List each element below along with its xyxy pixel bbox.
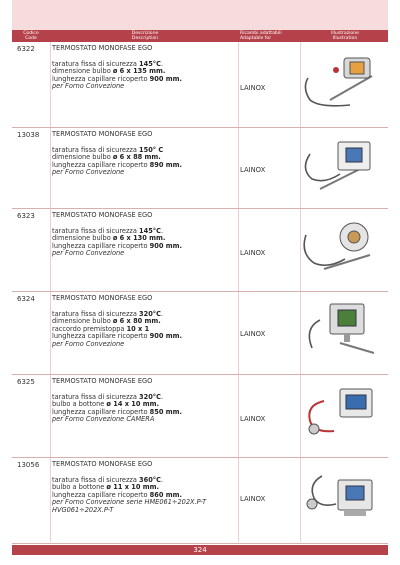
adaptable-brand: LAINOX [240,84,266,92]
header-code [12,31,50,41]
thermostat-illustration [300,381,382,441]
top-band [12,0,388,30]
product-title: TERMOSTATO MONOFASE EGO [52,377,153,385]
table-row [12,458,388,544]
thermostat-illustration [300,48,382,108]
product-code: 6324 [17,295,35,303]
header-illustration [302,31,388,41]
product-description [52,212,242,258]
spec-line: taratura fissa di sicurezza 360°C. [52,475,164,484]
spec-line: lunghezza capillare ricoperto 900 mm. [52,332,182,341]
thermostat-illustration [300,215,382,275]
product-title: TERMOSTATO MONOFASE EGO [52,294,153,302]
application-note: per Forno Convezione [52,339,125,348]
spec-line: lunghezza capillare ricoperto 860 mm. [52,490,182,499]
header-description-en: Description [131,36,159,41]
header-description-it: Descrizione [131,31,159,36]
header-illustration-it: Illustrazione [331,31,359,36]
product-description [52,295,242,349]
adaptable-brand: LAINOX [240,166,266,174]
spec-line: taratura fissa di sicurezza 320°C. [52,392,164,401]
header-illustration-en: Illustration [332,36,358,41]
adaptable-brand: LAINOX [240,415,266,423]
spec-line: dimensione bulbo ø 6 x 130 mm. [52,234,166,243]
product-title: TERMOSTATO MONOFASE EGO [52,460,153,468]
product-code: 6322 [17,45,35,53]
application-note: per Forno Convezione [52,249,125,258]
header-adaptable-it: Ricambi adattabili [240,31,282,36]
thermostat-illustration [300,134,382,194]
page-number: 324 [193,546,207,554]
product-title: TERMOSTATO MONOFASE EGO [52,211,153,219]
spec-line: dimensione bulbo ø 6 x 80 mm. [52,317,161,326]
spec-line: taratura fissa di sicurezza 320°C. [52,309,164,318]
spec-line: bulbo a bottone ø 11 x 10 mm. [52,483,159,492]
header-adaptable [238,31,302,41]
adaptable-brand: LAINOX [240,495,266,503]
table-row [12,292,388,375]
table-row [12,42,388,128]
spec-line: bulbo a bottone ø 14 x 10 mm. [52,400,159,409]
adaptable-brand: LAINOX [240,249,266,257]
adaptable-brand: LAINOX [240,330,266,338]
header-code-en: Code [25,36,37,41]
product-description [52,378,242,424]
application-note: per Forno Convezione serie HME061÷202X.P-T [52,498,207,507]
table-row [12,209,388,292]
thermostat-illustration [300,464,382,524]
spec-line: dimensione bulbo ø 6 x 88 mm. [52,153,161,162]
spec-line: taratura fissa di sicurezza 150° C [52,145,164,154]
thermostat-illustration [300,298,382,358]
header-adaptable-en: Adaptable for [240,36,272,41]
product-code: 13038 [17,131,40,139]
spec-line: taratura fissa di sicurezza 145°C. [52,226,164,235]
product-description [52,131,242,177]
product-code: 6323 [17,212,35,220]
spec-line: lunghezza capillare ricoperto 850 mm. [52,407,182,416]
spec-line: lunghezza capillare ricoperto 890 mm. [52,160,182,169]
spec-line: lunghezza capillare ricoperto 900 mm. [52,241,182,250]
product-title: TERMOSTATO MONOFASE EGO [52,44,153,52]
application-note: per Forno Convezione [52,168,125,177]
application-note: HVG061÷202X.P-T [52,505,114,514]
table-row [12,128,388,209]
application-note: per Forno Convezione [52,82,125,91]
product-title: TERMOSTATO MONOFASE EGO [52,130,153,138]
product-description [52,461,242,515]
product-description [52,45,242,91]
product-code: 13056 [17,461,40,469]
spec-line: lunghezza capillare ricoperto 900 mm. [52,74,182,83]
product-code: 6325 [17,378,35,386]
header-description [50,31,240,41]
spec-line: dimensione bulbo ø 6 x 135 mm. [52,67,166,76]
header-code-it: Codice [23,31,39,36]
spec-line: taratura fissa di sicurezza 145°C. [52,59,164,68]
page-footer [12,545,388,555]
table-row [12,375,388,458]
spec-line: raccordo premistoppa 10 x 1 [52,324,150,333]
table-header [12,30,388,42]
application-note: per Forno Convezione CAMERA [52,415,155,424]
